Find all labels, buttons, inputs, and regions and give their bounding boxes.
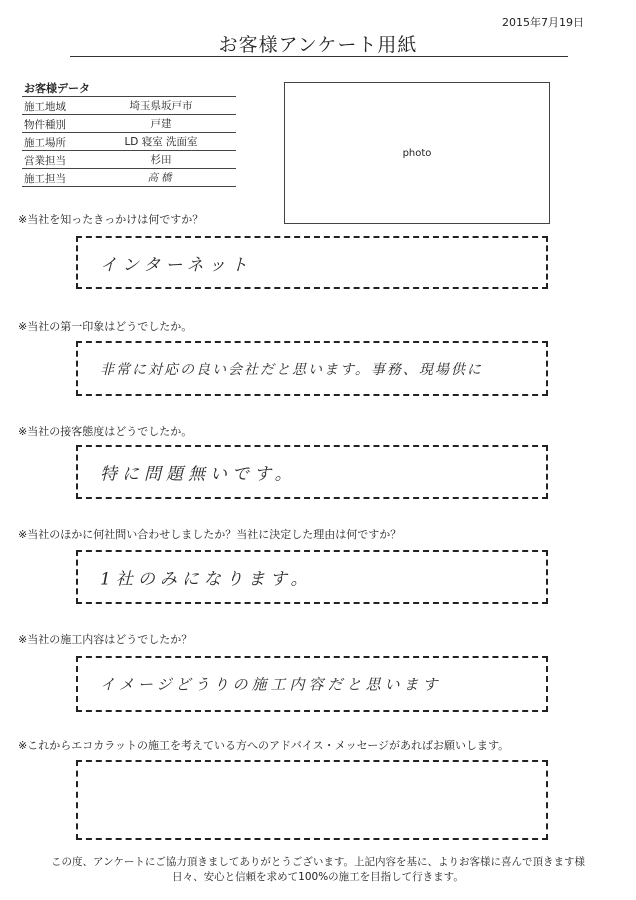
answer-box-2 <box>76 341 548 396</box>
footer-message <box>0 855 636 885</box>
data-value: 杉田 <box>150 154 172 166</box>
customer-data-heading: お客様データ <box>24 82 90 95</box>
installer-signature: 高橋 <box>147 172 175 184</box>
data-value: 埼玉県坂戸市 <box>129 100 193 112</box>
photo-placeholder <box>284 82 550 224</box>
data-value: LD 寝室 洗面室 <box>124 136 198 148</box>
data-label: 物件種別 <box>24 119 66 131</box>
data-label: 施工担当 <box>24 173 66 185</box>
answer-box-5 <box>76 656 548 712</box>
answer-box-3 <box>76 445 548 499</box>
data-row-installer <box>22 169 236 187</box>
question-2: ※当社の第一印象はどうでしたか。 <box>18 320 193 333</box>
photo-label: photo <box>402 147 432 159</box>
answer-box-1 <box>76 236 548 289</box>
data-row-location <box>22 133 236 151</box>
data-label: 施工場所 <box>24 137 66 149</box>
answer-box-6 <box>76 760 548 840</box>
answer-text: インターネット <box>100 255 253 275</box>
answer-text: 特に問題無いです。 <box>100 464 297 485</box>
answer-text: 1社のみになります。 <box>100 569 313 590</box>
question-3: ※当社の接客態度はどうでしたか。 <box>18 425 193 438</box>
page-title: お客様アンケート用紙 <box>218 34 418 56</box>
data-row-area <box>22 96 236 115</box>
question-6: ※これからエコカラットの施工を考えている方へのアドバイス・メッセージがあればお願いします。 <box>18 739 510 752</box>
answer-box-4 <box>76 550 548 604</box>
footer-line-1: この度、アンケートにご協力頂きましてありがとうございます。上記内容を基に、よりお客様に喜んで頂きます様 <box>50 856 586 868</box>
question-4: ※当社のほかに何社問い合わせしましたか？当社に決定した理由は何ですか？ <box>18 528 402 541</box>
title-underline <box>70 56 568 57</box>
question-1: ※当社を知ったきっかけは何ですか？ <box>18 213 204 226</box>
data-label: 施工地域 <box>24 101 66 113</box>
question-5: ※当社の施工内容はどうでしたか？ <box>18 633 193 646</box>
data-row-sales-rep <box>22 151 236 169</box>
answer-text: イメージどうりの施工内容だと思います <box>100 675 442 694</box>
data-label: 営業担当 <box>24 155 66 167</box>
data-value: 戸建 <box>150 118 172 130</box>
answer-text: 非常に対応の良い会社だと思います。事務、現場供に <box>100 361 483 378</box>
data-row-property-type <box>22 115 236 133</box>
customer-data-table <box>22 96 236 187</box>
footer-line-2: 日々、安心と信頼を求めて100%の施工を目指して行きます。 <box>172 871 464 883</box>
survey-date: 2015年7月19日 <box>502 16 584 29</box>
